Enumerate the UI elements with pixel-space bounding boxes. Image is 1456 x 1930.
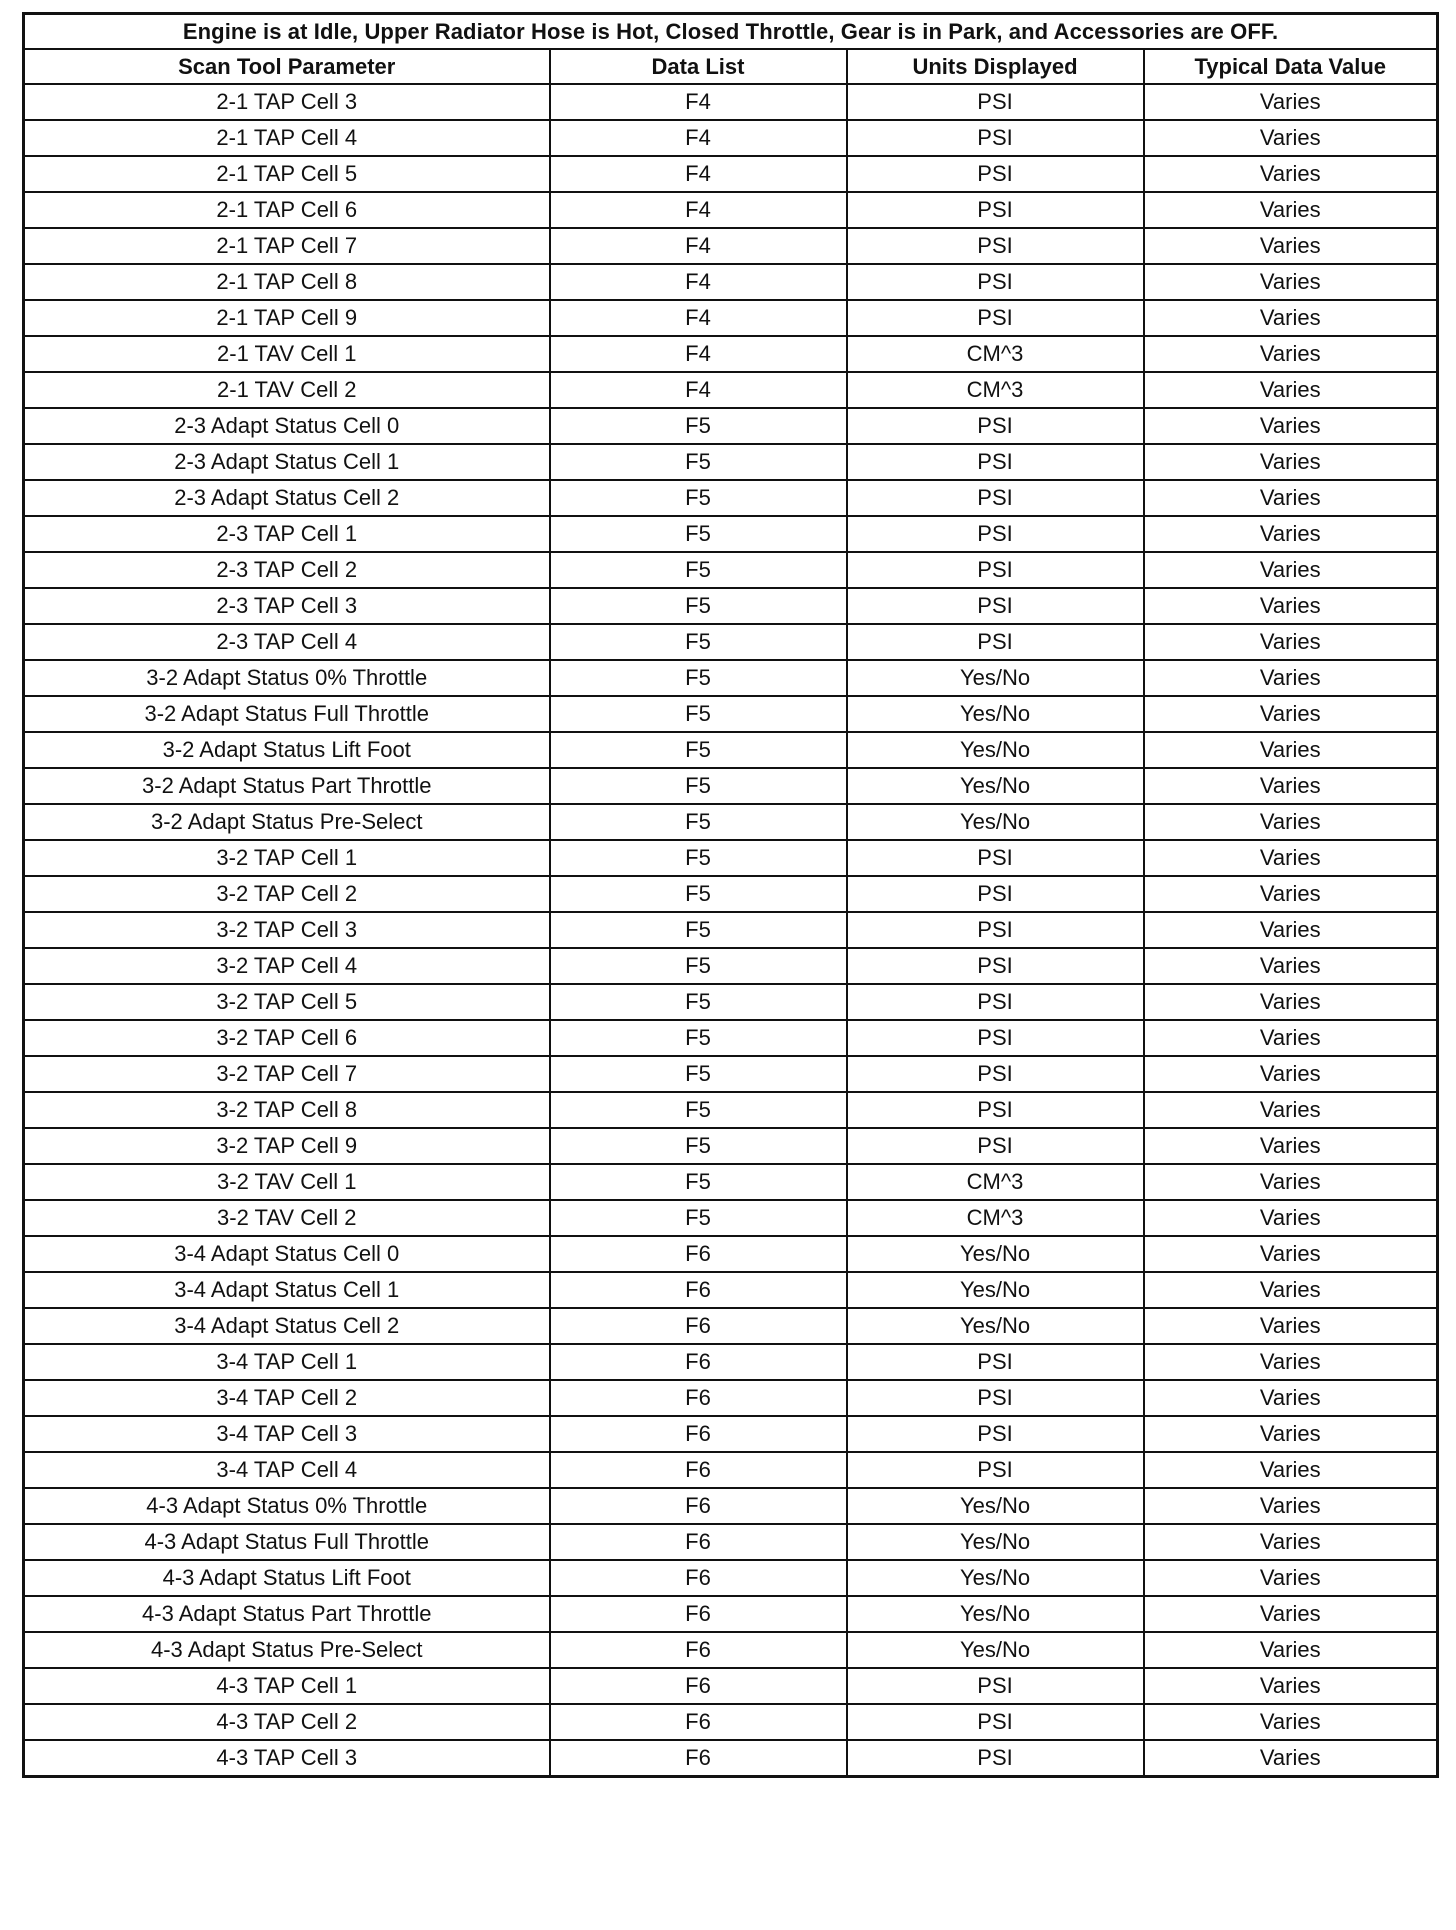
cell-typical-value: Varies: [1144, 1668, 1438, 1704]
table-row: [24, 516, 1438, 552]
cell-data-list: F5: [550, 552, 847, 588]
cell-typical-value: Varies: [1144, 480, 1438, 516]
cell-typical-value: Varies: [1144, 624, 1438, 660]
cell-typical-value: Varies: [1144, 1164, 1438, 1200]
cell-parameter: 3-2 Adapt Status Lift Foot: [24, 732, 550, 768]
table-row: [24, 1704, 1438, 1740]
cell-data-list: F5: [550, 876, 847, 912]
cell-typical-value: Varies: [1144, 84, 1438, 120]
cell-typical-value: Varies: [1144, 1200, 1438, 1236]
cell-typical-value: Varies: [1144, 1560, 1438, 1596]
cell-parameter: 4-3 Adapt Status Full Throttle: [24, 1524, 550, 1560]
cell-parameter: 3-4 TAP Cell 2: [24, 1380, 550, 1416]
cell-parameter: 3-2 TAP Cell 7: [24, 1056, 550, 1092]
cell-units: PSI: [847, 840, 1144, 876]
cell-typical-value: Varies: [1144, 768, 1438, 804]
cell-parameter: 3-4 TAP Cell 3: [24, 1416, 550, 1452]
table-row: [24, 768, 1438, 804]
table-row: [24, 552, 1438, 588]
table-row: [24, 1560, 1438, 1596]
table-row: [24, 480, 1438, 516]
table-header-row: [24, 49, 1438, 84]
cell-typical-value: Varies: [1144, 516, 1438, 552]
cell-typical-value: Varies: [1144, 444, 1438, 480]
cell-data-list: F5: [550, 444, 847, 480]
cell-typical-value: Varies: [1144, 1416, 1438, 1452]
cell-units: PSI: [847, 408, 1144, 444]
cell-units: PSI: [847, 84, 1144, 120]
cell-units: Yes/No: [847, 1560, 1144, 1596]
table-row: [24, 876, 1438, 912]
cell-units: PSI: [847, 1020, 1144, 1056]
cell-data-list: F4: [550, 192, 847, 228]
cell-units: Yes/No: [847, 1272, 1144, 1308]
cell-data-list: F5: [550, 768, 847, 804]
cell-data-list: F6: [550, 1668, 847, 1704]
cell-parameter: 2-3 TAP Cell 3: [24, 588, 550, 624]
cell-units: PSI: [847, 1668, 1144, 1704]
cell-units: PSI: [847, 1092, 1144, 1128]
cell-data-list: F5: [550, 984, 847, 1020]
cell-units: Yes/No: [847, 696, 1144, 732]
cell-units: PSI: [847, 1056, 1144, 1092]
cell-parameter: 2-3 Adapt Status Cell 2: [24, 480, 550, 516]
cell-data-list: F6: [550, 1524, 847, 1560]
cell-data-list: F5: [550, 696, 847, 732]
cell-data-list: F5: [550, 948, 847, 984]
cell-data-list: F6: [550, 1236, 847, 1272]
cell-units: PSI: [847, 1452, 1144, 1488]
cell-parameter: 3-2 TAP Cell 9: [24, 1128, 550, 1164]
cell-typical-value: Varies: [1144, 1092, 1438, 1128]
cell-units: Yes/No: [847, 804, 1144, 840]
table-row: [24, 948, 1438, 984]
cell-typical-value: Varies: [1144, 1056, 1438, 1092]
cell-units: PSI: [847, 1740, 1144, 1777]
cell-units: Yes/No: [847, 768, 1144, 804]
cell-typical-value: Varies: [1144, 336, 1438, 372]
cell-units: Yes/No: [847, 1488, 1144, 1524]
cell-units: Yes/No: [847, 660, 1144, 696]
cell-parameter: 3-2 Adapt Status Pre-Select: [24, 804, 550, 840]
cell-units: PSI: [847, 228, 1144, 264]
cell-units: CM^3: [847, 372, 1144, 408]
cell-typical-value: Varies: [1144, 156, 1438, 192]
cell-data-list: F6: [550, 1488, 847, 1524]
cell-data-list: F6: [550, 1632, 847, 1668]
cell-parameter: 3-2 TAV Cell 1: [24, 1164, 550, 1200]
cell-parameter: 2-1 TAP Cell 5: [24, 156, 550, 192]
cell-typical-value: Varies: [1144, 192, 1438, 228]
table-row: [24, 264, 1438, 300]
table-row: [24, 1200, 1438, 1236]
cell-units: CM^3: [847, 336, 1144, 372]
cell-parameter: 3-2 TAP Cell 2: [24, 876, 550, 912]
cell-units: PSI: [847, 552, 1144, 588]
cell-data-list: F6: [550, 1308, 847, 1344]
cell-parameter: 3-2 Adapt Status Part Throttle: [24, 768, 550, 804]
table-row: [24, 1524, 1438, 1560]
cell-units: PSI: [847, 588, 1144, 624]
cell-data-list: F6: [550, 1740, 847, 1777]
cell-parameter: 4-3 Adapt Status Lift Foot: [24, 1560, 550, 1596]
cell-units: Yes/No: [847, 732, 1144, 768]
table-row: [24, 588, 1438, 624]
cell-parameter: 3-2 TAP Cell 4: [24, 948, 550, 984]
cell-parameter: 2-1 TAP Cell 7: [24, 228, 550, 264]
cell-parameter: 3-4 TAP Cell 1: [24, 1344, 550, 1380]
cell-parameter: 4-3 TAP Cell 3: [24, 1740, 550, 1777]
table-banner: Engine is at Idle, Upper Radiator Hose is Hot, Closed Throttle, Gear is in Park, and Accessories are OFF.: [24, 14, 1438, 50]
cell-data-list: F4: [550, 120, 847, 156]
cell-parameter: 3-4 TAP Cell 4: [24, 1452, 550, 1488]
cell-units: PSI: [847, 156, 1144, 192]
cell-data-list: F5: [550, 1128, 847, 1164]
table-row: [24, 1488, 1438, 1524]
cell-typical-value: Varies: [1144, 1236, 1438, 1272]
table-row: [24, 1344, 1438, 1380]
cell-data-list: F5: [550, 660, 847, 696]
cell-parameter: 3-2 Adapt Status Full Throttle: [24, 696, 550, 732]
cell-typical-value: Varies: [1144, 732, 1438, 768]
cell-data-list: F5: [550, 732, 847, 768]
cell-typical-value: Varies: [1144, 1344, 1438, 1380]
cell-data-list: F4: [550, 264, 847, 300]
cell-parameter: 3-2 TAP Cell 5: [24, 984, 550, 1020]
cell-data-list: F4: [550, 372, 847, 408]
cell-typical-value: Varies: [1144, 912, 1438, 948]
cell-data-list: F4: [550, 300, 847, 336]
table-row: [24, 984, 1438, 1020]
cell-units: PSI: [847, 1416, 1144, 1452]
table-row: [24, 1272, 1438, 1308]
cell-data-list: F5: [550, 840, 847, 876]
cell-data-list: F6: [550, 1704, 847, 1740]
cell-data-list: F5: [550, 516, 847, 552]
cell-parameter: 3-4 Adapt Status Cell 2: [24, 1308, 550, 1344]
table-row: [24, 408, 1438, 444]
cell-typical-value: Varies: [1144, 1272, 1438, 1308]
cell-units: Yes/No: [847, 1632, 1144, 1668]
cell-parameter: 2-1 TAP Cell 9: [24, 300, 550, 336]
cell-units: Yes/No: [847, 1308, 1144, 1344]
cell-units: PSI: [847, 192, 1144, 228]
cell-data-list: F5: [550, 804, 847, 840]
cell-data-list: F6: [550, 1344, 847, 1380]
cell-parameter: 4-3 Adapt Status 0% Throttle: [24, 1488, 550, 1524]
cell-data-list: F5: [550, 1020, 847, 1056]
cell-parameter: 4-3 Adapt Status Pre-Select: [24, 1632, 550, 1668]
cell-parameter: 2-3 TAP Cell 4: [24, 624, 550, 660]
cell-typical-value: Varies: [1144, 408, 1438, 444]
cell-units: PSI: [847, 120, 1144, 156]
table-row: [24, 192, 1438, 228]
table-row: [24, 156, 1438, 192]
cell-units: PSI: [847, 912, 1144, 948]
cell-typical-value: Varies: [1144, 948, 1438, 984]
cell-parameter: 2-1 TAV Cell 1: [24, 336, 550, 372]
cell-data-list: F6: [550, 1416, 847, 1452]
table-row: [24, 1740, 1438, 1777]
cell-typical-value: Varies: [1144, 372, 1438, 408]
cell-parameter: 3-2 TAP Cell 8: [24, 1092, 550, 1128]
cell-units: PSI: [847, 984, 1144, 1020]
cell-parameter: 3-4 Adapt Status Cell 0: [24, 1236, 550, 1272]
table-row: [24, 624, 1438, 660]
table-row: [24, 804, 1438, 840]
column-header-data-list: Data List: [550, 49, 847, 84]
cell-parameter: 3-4 Adapt Status Cell 1: [24, 1272, 550, 1308]
cell-parameter: 4-3 TAP Cell 2: [24, 1704, 550, 1740]
cell-units: Yes/No: [847, 1596, 1144, 1632]
cell-units: PSI: [847, 1380, 1144, 1416]
cell-data-list: F5: [550, 912, 847, 948]
cell-typical-value: Varies: [1144, 300, 1438, 336]
cell-units: PSI: [847, 948, 1144, 984]
cell-data-list: F4: [550, 84, 847, 120]
cell-typical-value: Varies: [1144, 1128, 1438, 1164]
cell-data-list: F5: [550, 1056, 847, 1092]
cell-parameter: 3-2 Adapt Status 0% Throttle: [24, 660, 550, 696]
cell-data-list: F5: [550, 624, 847, 660]
cell-typical-value: Varies: [1144, 876, 1438, 912]
table-row: [24, 228, 1438, 264]
cell-typical-value: Varies: [1144, 1308, 1438, 1344]
cell-parameter: 3-2 TAP Cell 6: [24, 1020, 550, 1056]
cell-typical-value: Varies: [1144, 840, 1438, 876]
cell-units: PSI: [847, 444, 1144, 480]
cell-parameter: 2-3 TAP Cell 1: [24, 516, 550, 552]
cell-typical-value: Varies: [1144, 984, 1438, 1020]
table-row: [24, 444, 1438, 480]
cell-units: PSI: [847, 516, 1144, 552]
cell-data-list: F6: [550, 1452, 847, 1488]
cell-data-list: F4: [550, 228, 847, 264]
cell-parameter: 2-1 TAP Cell 8: [24, 264, 550, 300]
cell-typical-value: Varies: [1144, 588, 1438, 624]
table-row: [24, 1416, 1438, 1452]
column-header-typical-value: Typical Data Value: [1144, 49, 1438, 84]
table-row: [24, 372, 1438, 408]
table-row: [24, 1056, 1438, 1092]
cell-parameter: 2-3 Adapt Status Cell 1: [24, 444, 550, 480]
cell-parameter: 2-1 TAP Cell 4: [24, 120, 550, 156]
table-row: [24, 120, 1438, 156]
table-row: [24, 300, 1438, 336]
table-row: [24, 1452, 1438, 1488]
table-row: [24, 660, 1438, 696]
table-row: [24, 1236, 1438, 1272]
cell-data-list: F4: [550, 336, 847, 372]
table-row: [24, 1596, 1438, 1632]
table-row: [24, 336, 1438, 372]
scan-tool-data-table: [22, 12, 1439, 1778]
cell-typical-value: Varies: [1144, 696, 1438, 732]
table-row: [24, 696, 1438, 732]
cell-data-list: F5: [550, 1092, 847, 1128]
cell-typical-value: Varies: [1144, 264, 1438, 300]
cell-typical-value: Varies: [1144, 1380, 1438, 1416]
cell-units: CM^3: [847, 1200, 1144, 1236]
cell-units: PSI: [847, 1128, 1144, 1164]
cell-data-list: F4: [550, 156, 847, 192]
cell-parameter: 4-3 Adapt Status Part Throttle: [24, 1596, 550, 1632]
cell-typical-value: Varies: [1144, 1596, 1438, 1632]
table-row: [24, 840, 1438, 876]
cell-data-list: F5: [550, 480, 847, 516]
table-row: [24, 1092, 1438, 1128]
cell-data-list: F6: [550, 1596, 847, 1632]
cell-data-list: F5: [550, 1200, 847, 1236]
cell-typical-value: Varies: [1144, 552, 1438, 588]
cell-parameter: 4-3 TAP Cell 1: [24, 1668, 550, 1704]
cell-units: PSI: [847, 300, 1144, 336]
table-row: [24, 1308, 1438, 1344]
table-row: [24, 1632, 1438, 1668]
cell-parameter: 3-2 TAV Cell 2: [24, 1200, 550, 1236]
table-row: [24, 1020, 1438, 1056]
cell-units: PSI: [847, 876, 1144, 912]
cell-data-list: F6: [550, 1272, 847, 1308]
column-header-parameter: Scan Tool Parameter: [24, 49, 550, 84]
cell-units: Yes/No: [847, 1236, 1144, 1272]
cell-parameter: 2-1 TAV Cell 2: [24, 372, 550, 408]
cell-data-list: F6: [550, 1560, 847, 1596]
cell-typical-value: Varies: [1144, 1632, 1438, 1668]
cell-data-list: F5: [550, 1164, 847, 1200]
cell-typical-value: Varies: [1144, 1740, 1438, 1777]
table-row: [24, 1668, 1438, 1704]
table-row: [24, 1128, 1438, 1164]
table-row: [24, 1380, 1438, 1416]
cell-parameter: 2-1 TAP Cell 3: [24, 84, 550, 120]
cell-units: CM^3: [847, 1164, 1144, 1200]
table-row: [24, 732, 1438, 768]
table-row: [24, 84, 1438, 120]
cell-typical-value: Varies: [1144, 1452, 1438, 1488]
column-header-units: Units Displayed: [847, 49, 1144, 84]
cell-typical-value: Varies: [1144, 1488, 1438, 1524]
cell-units: PSI: [847, 1344, 1144, 1380]
cell-typical-value: Varies: [1144, 660, 1438, 696]
cell-typical-value: Varies: [1144, 804, 1438, 840]
cell-typical-value: Varies: [1144, 1524, 1438, 1560]
table-row: [24, 912, 1438, 948]
cell-data-list: F6: [550, 1380, 847, 1416]
table-row: [24, 1164, 1438, 1200]
cell-parameter: 2-1 TAP Cell 6: [24, 192, 550, 228]
cell-typical-value: Varies: [1144, 1704, 1438, 1740]
cell-units: PSI: [847, 624, 1144, 660]
cell-parameter: 3-2 TAP Cell 3: [24, 912, 550, 948]
cell-parameter: 2-3 TAP Cell 2: [24, 552, 550, 588]
cell-units: Yes/No: [847, 1524, 1144, 1560]
cell-data-list: F5: [550, 408, 847, 444]
cell-typical-value: Varies: [1144, 1020, 1438, 1056]
table-banner-row: [24, 14, 1438, 50]
table-body: [24, 84, 1438, 1777]
cell-typical-value: Varies: [1144, 228, 1438, 264]
cell-parameter: 3-2 TAP Cell 1: [24, 840, 550, 876]
cell-units: PSI: [847, 480, 1144, 516]
cell-units: PSI: [847, 264, 1144, 300]
cell-units: PSI: [847, 1704, 1144, 1740]
cell-data-list: F5: [550, 588, 847, 624]
cell-parameter: 2-3 Adapt Status Cell 0: [24, 408, 550, 444]
cell-typical-value: Varies: [1144, 120, 1438, 156]
